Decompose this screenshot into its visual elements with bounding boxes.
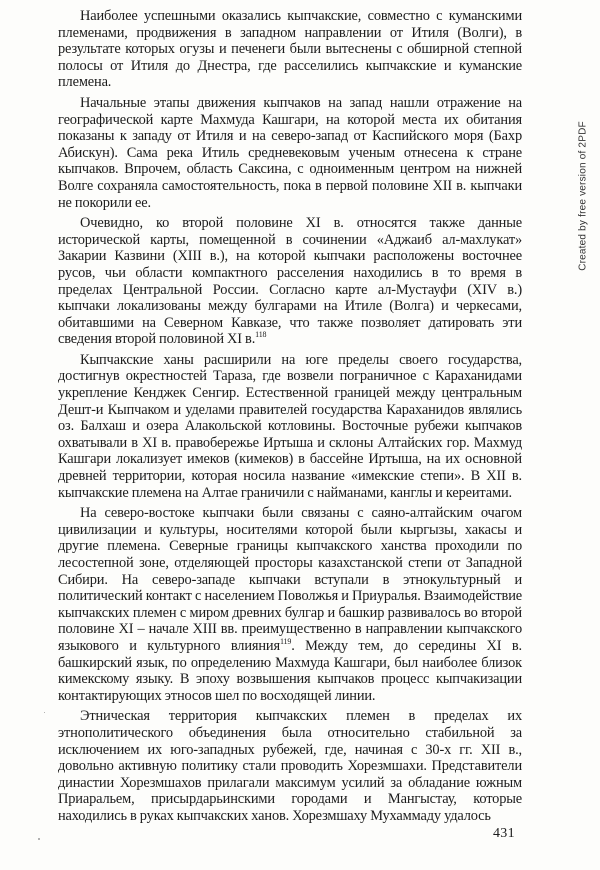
page-number: 431: [493, 826, 515, 841]
paragraph-text: На северо-востоке кыпчаки были связаны с саяно-алтайским очагом цивилизации и культуры, носителями которой были кыргызы, хакасы и другие племена. Северные границы кыпчакского ханства проходили по лесостепной зоне, отделяющей просторы казахстанской степи от Западной Сибири. На северо-западе кыпчаки вступали в этнокультурный и политический контакт с населением Поволжья и Приуралья. Взаимодействие кыпчакских племен с миром древних булгар и башкир развивалось во второй половине XI – начале XIII вв. преимущественно в направлении кыпчакского языкового и культурного влияния: [58, 505, 522, 654]
paragraph: Кыпчакские ханы расширили на юге пределы своего государства, достигнув окрестностей Тараза, где возвели пограничное с Караханидами укрепление Кенджек Сенгир. Естественной границей между центральным Дешт-и Кыпчаком и уделами правителей государства Караханидов являлись оз. Балхаш и озера Алакольской котловины. Восточные рубежи кыпчаков охватывали в XI в. правобережье Иртыша и склоны Алтайских гор. Махмуд Кашгари локализует имеков (кимеков) в бассейне Иртыша, на их основной древней территории, которая носила название «имекские степи». В XII в. кыпчакские племена на Алтае граничили с найманами, канглы и кереитами.: [58, 351, 522, 501]
watermark-text: Created by free version of 2PDF: [577, 121, 589, 271]
paragraph: Этническая территория кыпчакских племен в пределах их этнополитического объединения была относительно стабильной за исключением их юго-западных рубежей, где, начиная с 30-х гг. XII в., довольно активную политику стали проводить Хорезмшахи. Представители династии Хорезмшахов прилагали максимум усилий за обладание южным Приаральем, присырдарьинскими городами и Мангыстау, которые находились в руках кыпчакских ханов. Хорезмшаху Мухаммаду удалось: [58, 708, 522, 824]
paragraph: [58, 215, 522, 348]
paragraph: Наиболее успешными оказались кыпчакские, совместно с куманскими племенами, продвижения в западном направлении от Итиля (Волги), в результате которых огузы и печенеги были вытеснены с обширной степной полосы от Итиля до Днестра, где расселились кыпчакские и куманские племена.: [58, 8, 522, 91]
scan-speck: [44, 712, 45, 713]
footnote-marker: 119: [279, 637, 292, 647]
paragraph-text: . Между тем, до середины XI в. башкирский язык, по определению Махмуда Кашгари, был наиболее близок кимекскому языку. В эпоху возвышения кыпчаков процесс кыпчакизации контактирующих этносов шел по восходящей линии.: [58, 637, 522, 704]
paragraph-text: Очевидно, ко второй половине XI в. относятся также данные исторической карты, помещенной в сочинении «Аджаиб ал-махлукат» Закарии Казвини (XIII в.), на которой кыпчаки расположены восточнее русов, чьи области компактного расселения находились в то время в пределах Центральной России. Согласно карте ал-Мустауфи (XIV в.) кыпчаки локализованы между булгарами на Итиле (Волга) и черкесами, обитавшими на Северном Кавказе, что также позволяет датировать эти сведения второй половиной XI в.: [58, 215, 522, 348]
paragraph: Начальные этапы движения кыпчаков на запад нашли отражение на географической карте Махмуда Кашгари, на которой места их обитания показаны к западу от Итиля и на северо-запад от Каспийского моря (Бахр Абискун). Сама река Итиль средневековым ученым отнесена к стране кыпчаков. Впрочем, область Саксина, с одноименным центром на нижней Волге сохраняла самостоятельность, пока в первой половине XII в. кыпчаки не покорили ее.: [58, 94, 522, 211]
footnote-marker: 118: [255, 330, 267, 340]
scan-speck: [38, 838, 40, 840]
page-body-text: [58, 8, 522, 829]
paragraph: [58, 505, 522, 704]
